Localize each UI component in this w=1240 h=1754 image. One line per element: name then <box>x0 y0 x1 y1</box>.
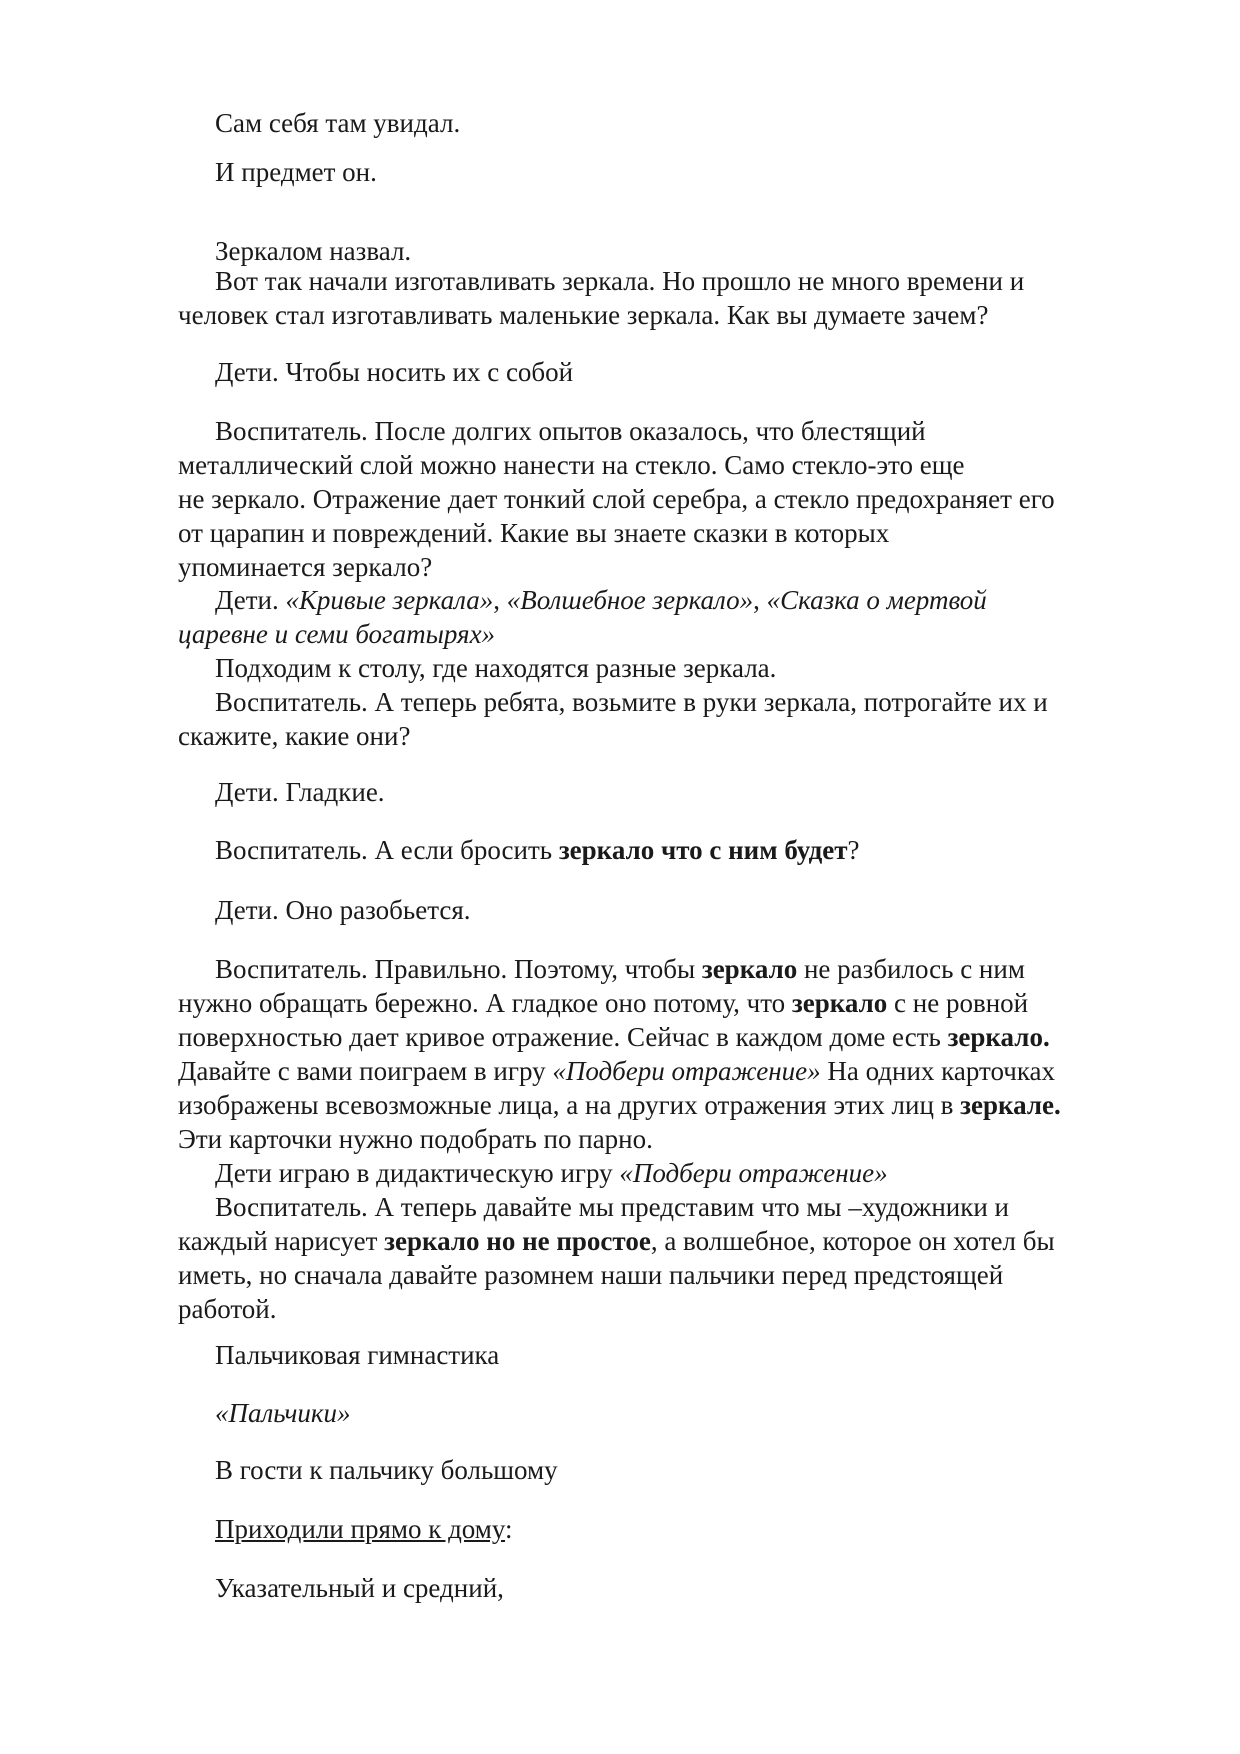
text-line: Воспитатель. После долгих опытов оказалось, что блестящий <box>215 416 926 446</box>
paragraph <box>178 685 1138 753</box>
text-run: нужно обращать бережно. А гладкое оно потому, что <box>178 988 792 1018</box>
text-line <box>178 617 1138 651</box>
text-line: упоминается зеркало? <box>178 552 433 582</box>
text-run: поверхностью дает кривое отражение. Сейчас в каждом доме есть <box>178 1022 948 1052</box>
text-line <box>178 1224 1138 1258</box>
text-run: : <box>505 1514 513 1544</box>
emphasis: зеркало что с ним будет <box>558 835 848 865</box>
text-line: от царапин и повреждений. Какие вы знаете сказки в которых <box>178 518 890 548</box>
text-line: Воспитатель. А теперь давайте мы представим что мы –художники и <box>215 1192 1009 1222</box>
fairy-tale-title: царевне и семи богатырях» <box>178 619 496 649</box>
text-line <box>178 833 1138 867</box>
emphasis: зеркало <box>791 988 888 1018</box>
emphasis: зеркало. <box>947 1022 1050 1052</box>
paragraph <box>178 414 1138 584</box>
text-line <box>178 583 1138 617</box>
paragraph <box>178 155 1138 189</box>
text-line <box>178 952 1138 986</box>
text-line: Дети. Оно разобьется. <box>215 895 471 925</box>
text-line: не зеркало. Отражение дает тонкий слой серебра, а стекло предохраняет его <box>178 484 1055 514</box>
text-line: И предмет он. <box>215 157 377 187</box>
text-line: Пальчиковая гимнастика <box>215 1340 500 1370</box>
paragraph <box>178 952 1138 1156</box>
text-line: Подходим к столу, где находятся разные зеркала. <box>215 653 777 683</box>
paragraph <box>178 583 1138 651</box>
paragraph <box>178 1156 1138 1190</box>
text-run: На одних карточках <box>820 1056 1056 1086</box>
paragraph <box>178 1190 1138 1326</box>
paragraph <box>178 833 1138 867</box>
text-line: Дети. Чтобы носить их с собой <box>215 357 574 387</box>
game-title: «Подбери отражение» <box>619 1158 888 1188</box>
text-line <box>178 986 1138 1020</box>
text-run: не разбилось с ним <box>797 954 1025 984</box>
text-line: Зеркалом назвал. <box>215 236 412 266</box>
text-line <box>178 1088 1138 1122</box>
text-line: Вот так начали изготавливать зеркала. Но прошло не много времени и <box>215 266 1025 296</box>
emphasis: зеркало <box>701 954 798 984</box>
game-title: «Подбери отражение» <box>552 1056 821 1086</box>
separator: , <box>493 585 507 615</box>
text-run: Воспитатель. А если бросить <box>215 835 559 865</box>
text-line <box>178 1512 1138 1546</box>
text-line: человек стал изготавливать маленькие зеркала. Как вы думаете зачем? <box>178 300 989 330</box>
fairy-tale-title: «Кривые зеркала» <box>285 585 494 615</box>
paragraph <box>178 234 1138 268</box>
emphasis: зеркале. <box>960 1090 1061 1120</box>
text-line: Указательный и средний, <box>215 1573 504 1603</box>
paragraph <box>178 1453 1138 1487</box>
paragraph <box>178 1571 1138 1605</box>
separator: , <box>753 585 767 615</box>
text-line: Воспитатель. А теперь ребята, возьмите в руки зеркала, потрогайте их и <box>215 687 1048 717</box>
text-run: с не ровной <box>887 988 1029 1018</box>
paragraph <box>178 1338 1138 1372</box>
rhyme-title: «Пальчики» <box>215 1398 351 1428</box>
text-line: Эти карточки нужно подобрать по парно. <box>178 1124 653 1154</box>
text-line: скажите, какие они? <box>178 721 411 751</box>
text-line: В гости к пальчику большому <box>215 1455 558 1485</box>
text-line <box>178 1054 1138 1088</box>
text-run: ? <box>847 835 860 865</box>
text-run: Дети играю в дидактическую игру <box>215 1158 620 1188</box>
text-line: работой. <box>178 1294 277 1324</box>
fairy-tale-title: «Сказка о мертвой <box>766 585 987 615</box>
speaker-label: Дети. <box>215 585 286 615</box>
text-line: металлический слой можно нанести на стекло. Само стекло-это еще <box>178 450 965 480</box>
emphasis: зеркало но не простое <box>384 1226 651 1256</box>
paragraph <box>178 1512 1138 1546</box>
paragraph <box>178 264 1138 332</box>
underlined-text: Приходили прямо к дому <box>215 1514 506 1544</box>
text-line: Сам себя там увидал. <box>215 108 461 138</box>
paragraph <box>178 355 1138 389</box>
text-line <box>178 1156 1138 1190</box>
text-run: каждый нарисует <box>178 1226 385 1256</box>
paragraph <box>178 893 1138 927</box>
paragraph <box>178 651 1138 685</box>
paragraph <box>178 775 1138 809</box>
text-line: иметь, но сначала давайте разомнем наши пальчики перед предстоящей <box>178 1260 1004 1290</box>
text-line <box>178 1396 1138 1430</box>
text-line <box>178 1020 1138 1054</box>
paragraph <box>178 1396 1138 1430</box>
fairy-tale-title: «Волшебное зеркало» <box>506 585 754 615</box>
text-run: Давайте с вами поиграем в игру <box>178 1056 553 1086</box>
paragraph <box>178 106 1138 140</box>
text-run: изображены всевозможные лица, а на других отражения этих лиц в <box>178 1090 961 1120</box>
text-line: Дети. Гладкие. <box>215 777 385 807</box>
text-run: Воспитатель. Правильно. Поэтому, чтобы <box>215 954 702 984</box>
text-run: , а волшебное, которое он хотел бы <box>650 1226 1055 1256</box>
